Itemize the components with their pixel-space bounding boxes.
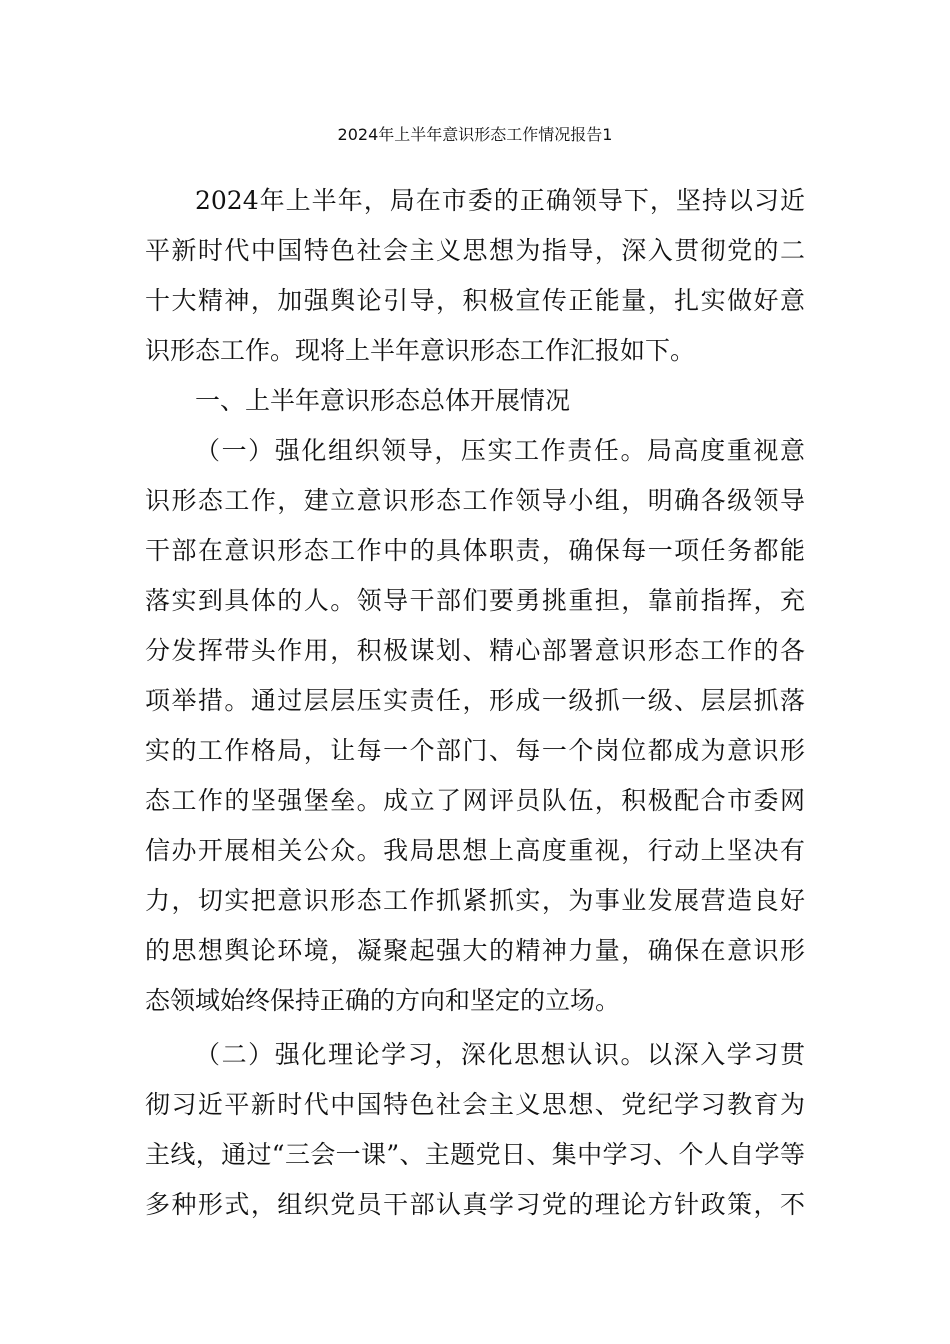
paragraph-line: 力，切实把意识形态工作抓紧抓实，为事业发展营造良好 <box>145 886 805 915</box>
paragraph-line: 平新时代中国特色社会主义思想为指导，深入贯彻党的二 <box>145 236 805 265</box>
paragraph-line: 主线，通过“三会一课”、主题党日、集中学习、个人自学等 <box>145 1140 805 1169</box>
paragraph-line: 落实到具体的人。领导干部们要勇挑重担，靠前指挥，充 <box>145 586 805 615</box>
section-heading: 一、上半年意识形态总体开展情况 <box>195 386 571 415</box>
paragraph-line: 彻习近平新时代中国特色社会主义思想、党纪学习教育为 <box>145 1090 805 1119</box>
paragraph-line: 实的工作格局，让每一个部门、每一个岗位都成为意识形 <box>145 736 805 765</box>
paragraph-line: 态工作的坚强堡垒。成立了网评员队伍，积极配合市委网 <box>145 786 805 815</box>
paragraph-intro <box>145 176 805 376</box>
paragraph-line: （一）强化组织领导，压实工作责任。局高度重视意 <box>195 436 805 465</box>
paragraph-line: 2024年上半年，局在市委的正确领导下，坚持以习近 <box>195 186 805 215</box>
paragraph-section-2 <box>145 1030 805 1230</box>
paragraph-line: 态领域始终保持正确的方向和坚定的立场。 <box>145 986 621 1015</box>
paragraph-line: 项举措。通过层层压实责任，形成一级抓一级、层层抓落 <box>145 686 805 715</box>
paragraph-line: 十大精神，加强舆论引导，积极宣传正能量，扎实做好意 <box>145 286 805 315</box>
paragraph-line: 识形态工作。现将上半年意识形态工作汇报如下。 <box>145 336 696 365</box>
document-body <box>145 176 805 1230</box>
paragraph-line: 干部在意识形态工作中的具体职责，确保每一项任务都能 <box>145 536 805 565</box>
document-title: 2024年上半年意识形态工作情况报告1 <box>337 125 613 144</box>
paragraph-line: 的思想舆论环境，凝聚起强大的精神力量，确保在意识形 <box>145 936 805 965</box>
paragraph-line: 识形态工作，建立意识形态工作领导小组，明确各级领导 <box>145 486 805 515</box>
paragraph-line: （二）强化理论学习，深化思想认识。以深入学习贯 <box>195 1040 805 1069</box>
paragraph-section-1 <box>145 426 805 1026</box>
paragraph-line: 多种形式，组织党员干部认真学习党的理论方针政策，不 <box>145 1190 805 1219</box>
paragraph-line: 信办开展相关公众。我局思想上高度重视，行动上坚决有 <box>145 836 805 865</box>
paragraph-line: 分发挥带头作用，积极谋划、精心部署意识形态工作的各 <box>145 636 805 665</box>
